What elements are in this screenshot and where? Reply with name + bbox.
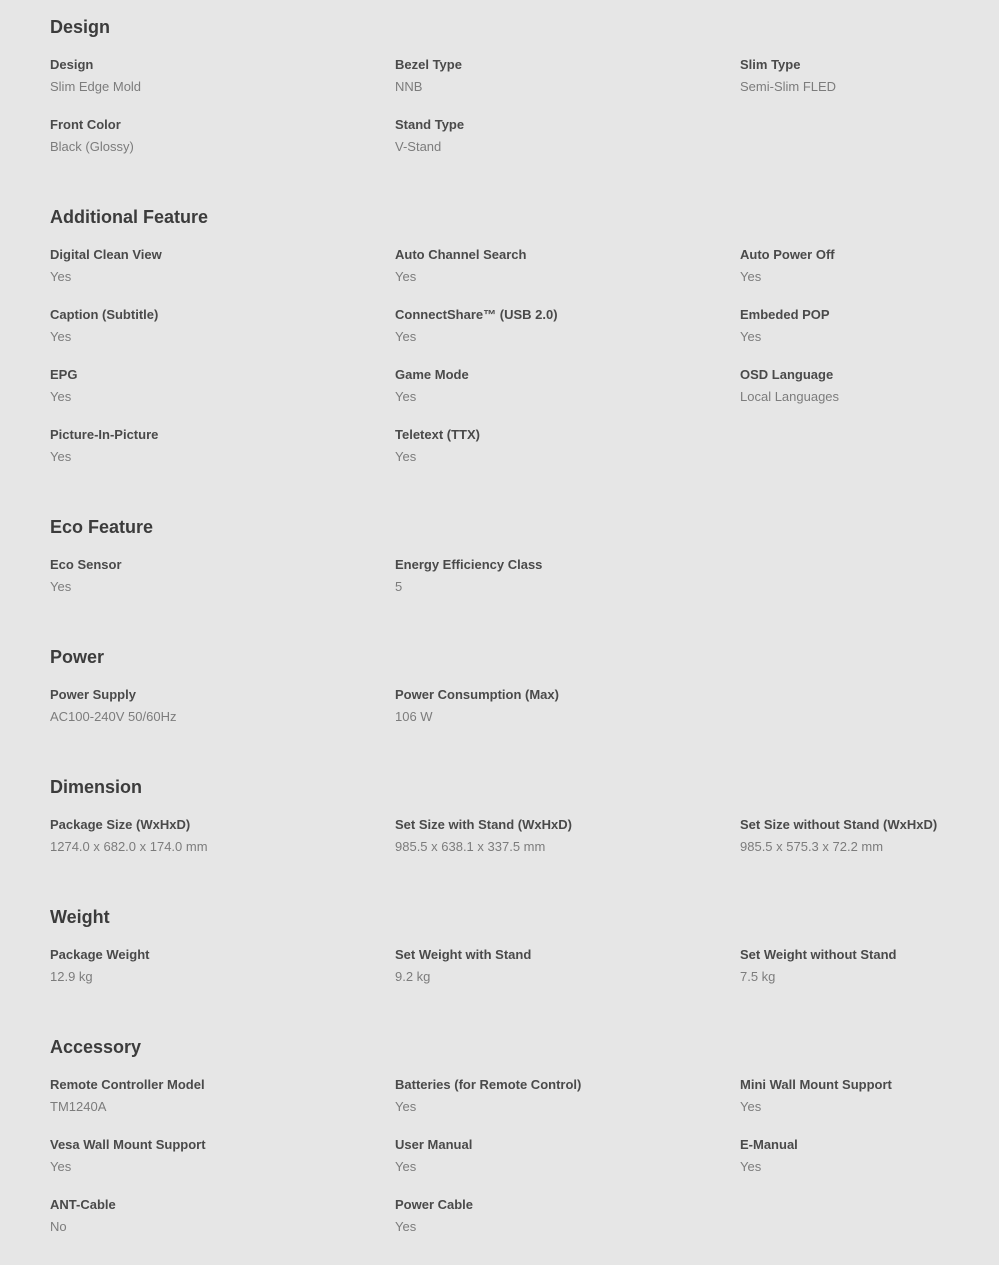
- spec-item-label: Front Color: [50, 117, 121, 132]
- spec-item-label: Mini Wall Mount Support: [740, 1077, 892, 1092]
- spec-item-label: Power Supply: [50, 687, 136, 702]
- spec-item: [50, 1077, 395, 1115]
- section-items-grid: [50, 947, 979, 985]
- spec-section: [50, 17, 979, 155]
- spec-item-value: Slim Edge Mold: [50, 79, 142, 94]
- spec-item-value: Yes: [740, 1159, 762, 1174]
- spec-item-value: Yes: [395, 269, 417, 284]
- spec-item-value: 985.5 x 638.1 x 337.5 mm: [395, 839, 546, 854]
- spec-item-label: Stand Type: [395, 117, 465, 132]
- spec-item: [50, 687, 395, 725]
- spec-item-value: Yes: [395, 389, 417, 404]
- spec-item: [395, 687, 740, 725]
- spec-item: [50, 117, 395, 155]
- spec-item: [740, 947, 979, 985]
- spec-item: [395, 247, 740, 285]
- spec-item: [740, 367, 979, 405]
- spec-item: [395, 427, 740, 465]
- spec-item-value: Yes: [395, 449, 417, 464]
- section-items-grid: [50, 687, 979, 725]
- spec-item-label: Embeded POP: [740, 307, 830, 322]
- spec-item-value: Yes: [50, 329, 72, 344]
- spec-item-value: 985.5 x 575.3 x 72.2 mm: [740, 839, 884, 854]
- spec-section: [50, 907, 979, 985]
- spec-item-label: User Manual: [395, 1137, 473, 1152]
- spec-item-value: V-Stand: [395, 139, 442, 154]
- spec-item: [395, 117, 740, 155]
- spec-item-label: ConnectShare™ (USB 2.0): [395, 307, 558, 322]
- spec-section: [50, 647, 979, 725]
- spec-item-value: Yes: [395, 1219, 417, 1234]
- spec-item-value: Yes: [50, 269, 72, 284]
- spec-item: [740, 1077, 979, 1115]
- spec-item: [740, 817, 979, 855]
- spec-item-value: AC100-240V 50/60Hz: [50, 709, 177, 724]
- spec-item-label: Bezel Type: [395, 57, 462, 72]
- section-title: Design: [50, 17, 111, 37]
- spec-item: [50, 817, 395, 855]
- spec-item-value: Yes: [395, 1159, 417, 1174]
- section-items-grid: [50, 557, 979, 595]
- spec-item-label: Auto Channel Search: [395, 247, 527, 262]
- spec-item: [395, 1077, 740, 1115]
- spec-item-label: Package Weight: [50, 947, 150, 962]
- spec-item-label: ANT-Cable: [50, 1197, 116, 1212]
- spec-item-value: 9.2 kg: [395, 969, 431, 984]
- spec-item-value: Yes: [740, 1099, 762, 1114]
- section-title: Weight: [50, 907, 110, 927]
- spec-item-label: Set Size with Stand (WxHxD): [395, 817, 572, 832]
- spec-item-label: Power Consumption (Max): [395, 687, 559, 702]
- spec-item-label: Package Size (WxHxD): [50, 817, 191, 832]
- spec-item: [395, 1197, 740, 1235]
- spec-item: [740, 307, 979, 345]
- spec-item-label: Set Size without Stand (WxHxD): [740, 817, 938, 832]
- spec-item-label: E-Manual: [740, 1137, 798, 1152]
- spec-section: [50, 517, 979, 595]
- spec-item: [395, 947, 740, 985]
- spec-item-value: Local Languages: [740, 389, 840, 404]
- spec-item-value: No: [50, 1219, 67, 1234]
- spec-item-value: Yes: [395, 1099, 417, 1114]
- spec-item: [395, 367, 740, 405]
- spec-item-label: Auto Power Off: [740, 247, 835, 262]
- spec-item: [50, 1197, 395, 1235]
- spec-item-label: Vesa Wall Mount Support: [50, 1137, 206, 1152]
- section-title: Power: [50, 647, 105, 667]
- spec-item-label: EPG: [50, 367, 78, 382]
- spec-item: [50, 557, 395, 595]
- spec-item: [395, 557, 740, 595]
- spec-item-label: Slim Type: [740, 57, 801, 72]
- spec-item-label: Design: [50, 57, 94, 72]
- spec-item-value: 7.5 kg: [740, 969, 776, 984]
- section-items-grid: [50, 57, 979, 155]
- section-title: Additional Feature: [50, 207, 209, 227]
- spec-item-label: OSD Language: [740, 367, 834, 382]
- spec-item: [50, 307, 395, 345]
- spec-item: [50, 1137, 395, 1175]
- section-title: Dimension: [50, 777, 143, 797]
- spec-item: [395, 307, 740, 345]
- spec-item-value: 106 W: [395, 709, 433, 724]
- spec-item: [740, 247, 979, 285]
- spec-item-value: TM1240A: [50, 1099, 107, 1114]
- section-items-grid: [50, 247, 979, 465]
- spec-item-value: Yes: [740, 329, 762, 344]
- spec-item-label: Picture-In-Picture: [50, 427, 159, 442]
- spec-item-value: 1274.0 x 682.0 x 174.0 mm: [50, 839, 208, 854]
- spec-item-value: 5: [395, 579, 403, 594]
- spec-item-value: NNB: [395, 79, 423, 94]
- spec-item-label: Digital Clean View: [50, 247, 162, 262]
- spec-item-label: Game Mode: [395, 367, 469, 382]
- spec-item-value: Yes: [50, 449, 72, 464]
- section-items-grid: [50, 1077, 979, 1235]
- spec-item: [50, 367, 395, 405]
- spec-item: [740, 57, 979, 95]
- spec-item-value: 12.9 kg: [50, 969, 93, 984]
- section-title: Eco Feature: [50, 517, 154, 537]
- spec-item-label: Set Weight with Stand: [395, 947, 532, 962]
- spec-item-label: Power Cable: [395, 1197, 474, 1212]
- spec-item: [740, 1137, 979, 1175]
- spec-item: [50, 947, 395, 985]
- spec-item: [395, 1137, 740, 1175]
- section-items-grid: [50, 817, 979, 855]
- spec-item-value: Yes: [740, 269, 762, 284]
- section-title: Accessory: [50, 1037, 142, 1057]
- spec-section: [50, 207, 979, 465]
- spec-item-label: Batteries (for Remote Control): [395, 1077, 582, 1092]
- spec-item-label: Set Weight without Stand: [740, 947, 897, 962]
- spec-item-label: Eco Sensor: [50, 557, 122, 572]
- spec-item: [395, 817, 740, 855]
- spec-item-label: Caption (Subtitle): [50, 307, 159, 322]
- spec-item: [50, 427, 395, 465]
- spec-item: [50, 247, 395, 285]
- spec-item-value: Yes: [50, 1159, 72, 1174]
- spec-item-value: Yes: [50, 389, 72, 404]
- spec-item-label: Remote Controller Model: [50, 1077, 205, 1092]
- spec-section: [50, 1037, 979, 1235]
- spec-section: [50, 777, 979, 855]
- spec-item-value: Yes: [395, 329, 417, 344]
- spec-item-label: Teletext (TTX): [395, 427, 480, 442]
- spec-item: [50, 57, 395, 95]
- spec-item-value: Yes: [50, 579, 72, 594]
- spec-item-value: Black (Glossy): [50, 139, 134, 154]
- spec-item-value: Semi-Slim FLED: [740, 79, 837, 94]
- spec-item: [395, 57, 740, 95]
- spec-item-label: Energy Efficiency Class: [395, 557, 543, 572]
